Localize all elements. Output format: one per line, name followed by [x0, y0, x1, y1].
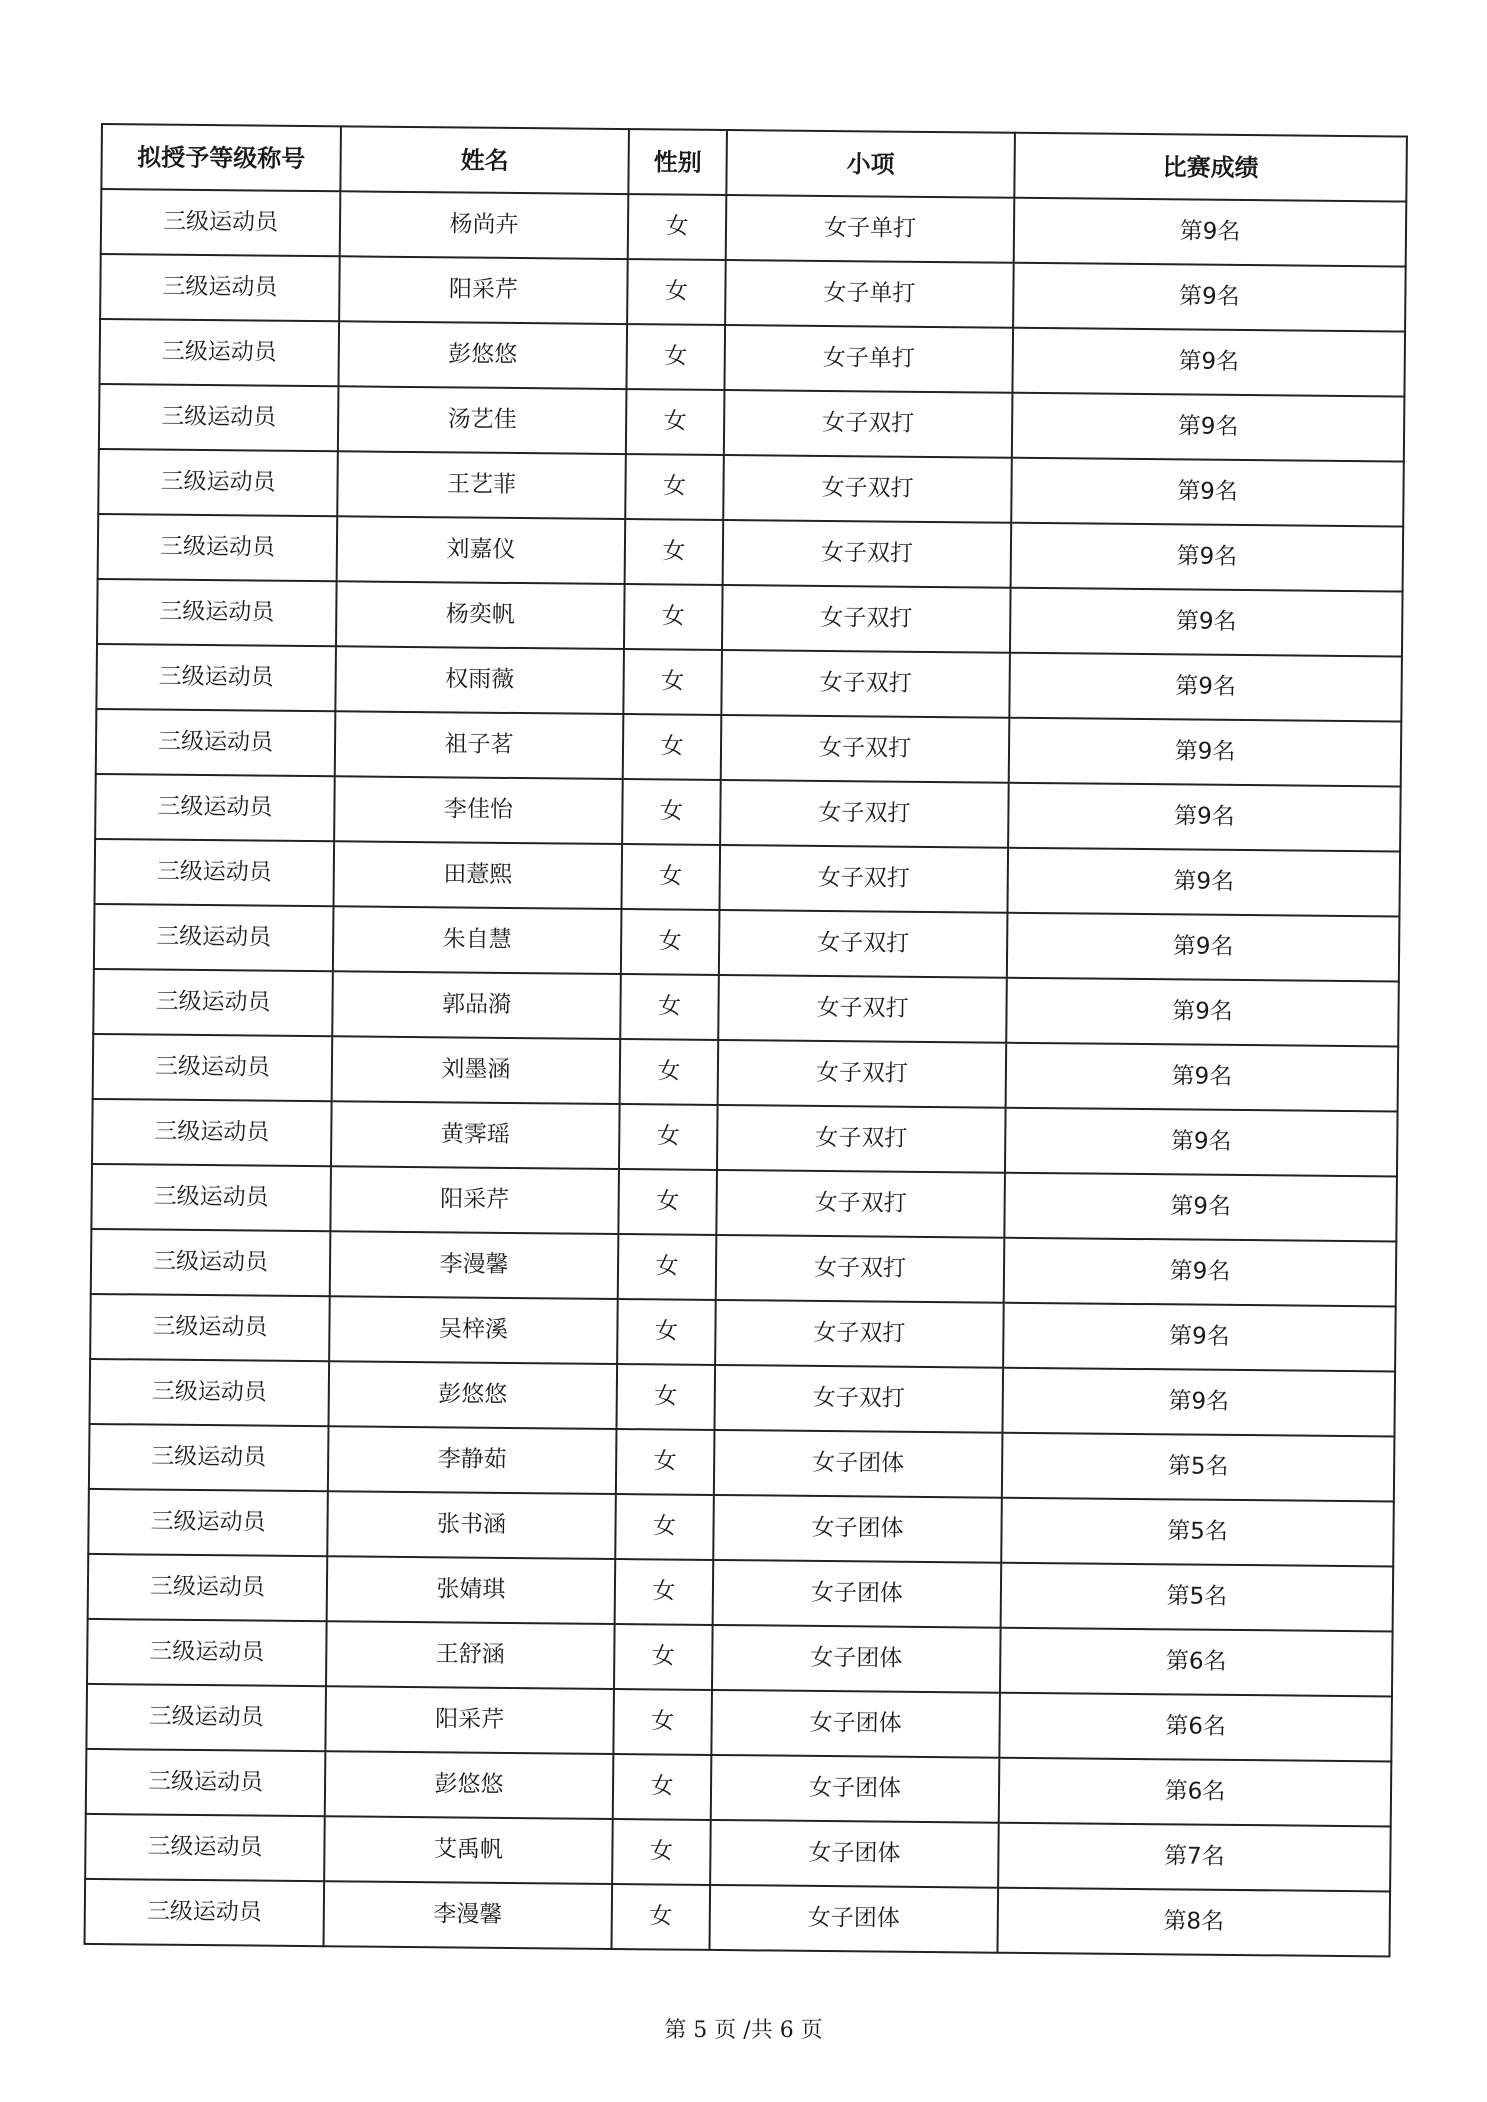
cell-name: 田薏熙	[333, 841, 622, 909]
cell-level: 三级运动员	[88, 1554, 328, 1621]
cell-gender: 女	[623, 649, 722, 715]
cell-name: 李佳怡	[334, 776, 623, 844]
cell-result: 第7名	[998, 1823, 1391, 1892]
table-row	[85, 1879, 1391, 1957]
cell-gender: 女	[613, 1754, 712, 1820]
cell-event: 女子双打	[721, 650, 1010, 718]
cell-level: 三级运动员	[95, 774, 335, 841]
table-body	[85, 189, 1407, 1956]
cell-event: 女子双打	[721, 715, 1010, 783]
cell-event: 女子双打	[717, 1105, 1006, 1173]
cell-level: 三级运动员	[85, 1879, 325, 1946]
cell-level: 三级运动员	[101, 189, 341, 256]
cell-gender: 女	[625, 454, 724, 520]
cell-result: 第5名	[1001, 1498, 1394, 1567]
cell-result: 第9名	[1010, 588, 1403, 657]
cell-level: 三级运动员	[89, 1424, 329, 1491]
cell-result: 第6名	[999, 1758, 1392, 1827]
header-level: 拟授予等级称号	[101, 124, 341, 191]
cell-gender: 女	[621, 844, 720, 910]
cell-level: 三级运动员	[93, 969, 333, 1036]
cell-result: 第9名	[1014, 198, 1407, 267]
cell-event: 女子双打	[718, 1040, 1007, 1108]
cell-result: 第9名	[1004, 1173, 1397, 1242]
cell-result: 第9名	[1011, 523, 1404, 592]
cell-event: 女子双打	[716, 1235, 1005, 1303]
cell-gender: 女	[614, 1624, 713, 1690]
cell-gender: 女	[620, 974, 719, 1040]
cell-event: 女子双打	[719, 910, 1008, 978]
cell-event: 女子团体	[711, 1755, 1000, 1823]
cell-name: 王舒涵	[326, 1621, 615, 1689]
cell-result: 第9名	[1012, 328, 1405, 397]
cell-level: 三级运动员	[96, 709, 336, 776]
cell-level: 三级运动员	[85, 1814, 325, 1881]
cell-name: 张书涵	[327, 1491, 616, 1559]
cell-name: 艾禹帆	[324, 1816, 613, 1884]
cell-level: 三级运动员	[87, 1619, 327, 1686]
cell-level: 三级运动员	[86, 1684, 326, 1751]
cell-name: 李漫馨	[324, 1881, 613, 1949]
cell-result: 第9名	[1007, 848, 1400, 917]
cell-level: 三级运动员	[90, 1294, 330, 1361]
cell-result: 第9名	[1007, 913, 1400, 982]
cell-name: 朱自慧	[333, 906, 622, 974]
cell-name: 刘墨涵	[332, 1036, 621, 1104]
cell-result: 第9名	[1009, 653, 1402, 722]
cell-event: 女子团体	[712, 1625, 1001, 1693]
cell-level: 三级运动员	[97, 579, 337, 646]
cell-result: 第6名	[999, 1693, 1392, 1762]
cell-name: 彭悠悠	[329, 1361, 618, 1429]
cell-event: 女子双打	[719, 845, 1008, 913]
cell-gender: 女	[615, 1559, 714, 1625]
cell-gender: 女	[627, 259, 726, 325]
cell-event: 女子团体	[713, 1560, 1002, 1628]
cell-result: 第9名	[1004, 1238, 1397, 1307]
cell-level: 三级运动员	[93, 1034, 333, 1101]
cell-event: 女子双打	[724, 390, 1013, 458]
page-number: 第 5 页 /共 6 页	[664, 2018, 823, 2043]
cell-gender: 女	[623, 714, 722, 780]
cell-event: 女子双打	[715, 1300, 1004, 1368]
cell-name: 刘嘉仪	[337, 516, 626, 584]
cell-gender: 女	[612, 1819, 711, 1885]
cell-name: 李漫馨	[330, 1231, 619, 1299]
cell-result: 第9名	[1008, 783, 1401, 852]
cell-result: 第9名	[1013, 263, 1406, 332]
header-event: 小项	[726, 130, 1015, 198]
cell-gender: 女	[617, 1299, 716, 1365]
cell-level: 三级运动员	[100, 254, 340, 321]
cell-event: 女子双打	[723, 455, 1012, 523]
cell-gender: 女	[619, 1104, 718, 1170]
cell-result: 第9名	[1006, 978, 1399, 1047]
cell-result: 第9名	[1005, 1108, 1398, 1177]
cell-gender: 女	[613, 1689, 712, 1755]
cell-result: 第9名	[1011, 458, 1404, 527]
cell-name: 汤艺佳	[338, 386, 627, 454]
athlete-roster-table	[84, 123, 1408, 1957]
cell-event: 女子团体	[714, 1430, 1003, 1498]
cell-gender: 女	[624, 584, 723, 650]
cell-result: 第9名	[1002, 1368, 1395, 1437]
cell-name: 黄霁瑶	[331, 1101, 620, 1169]
cell-event: 女子双打	[714, 1365, 1003, 1433]
cell-event: 女子团体	[713, 1495, 1002, 1563]
cell-result: 第5名	[1002, 1433, 1395, 1502]
cell-event: 女子双打	[723, 520, 1012, 588]
cell-level: 三级运动员	[88, 1489, 328, 1556]
cell-result: 第5名	[1001, 1563, 1394, 1632]
cell-name: 阳采芹	[325, 1686, 614, 1754]
cell-level: 三级运动员	[95, 839, 335, 906]
cell-event: 女子单打	[725, 260, 1014, 328]
cell-gender: 女	[625, 519, 724, 585]
cell-result: 第9名	[1009, 718, 1402, 787]
cell-gender: 女	[628, 194, 727, 260]
cell-name: 阳采芹	[339, 256, 628, 324]
header-name: 姓名	[340, 126, 629, 194]
cell-gender: 女	[622, 779, 721, 845]
cell-gender: 女	[611, 1884, 710, 1950]
cell-level: 三级运动员	[90, 1359, 330, 1426]
cell-gender: 女	[618, 1169, 717, 1235]
cell-result: 第6名	[1000, 1628, 1393, 1697]
cell-gender: 女	[621, 909, 720, 975]
cell-event: 女子双打	[716, 1170, 1005, 1238]
cell-event: 女子单打	[724, 325, 1013, 393]
cell-name: 杨奕帆	[336, 581, 625, 649]
cell-gender: 女	[620, 1039, 719, 1105]
cell-result: 第9名	[1006, 1043, 1399, 1112]
cell-gender: 女	[616, 1429, 715, 1495]
cell-event: 女子团体	[710, 1820, 999, 1888]
cell-name: 王艺菲	[337, 451, 626, 519]
cell-level: 三级运动员	[96, 644, 336, 711]
cell-result: 第9名	[1003, 1303, 1396, 1372]
cell-name: 彭悠悠	[338, 321, 627, 389]
cell-gender: 女	[626, 389, 725, 455]
cell-name: 郭品漪	[332, 971, 621, 1039]
cell-level: 三级运动员	[98, 514, 338, 581]
cell-level: 三级运动员	[99, 384, 339, 451]
cell-event: 女子双打	[722, 585, 1011, 653]
cell-result: 第8名	[997, 1888, 1390, 1957]
cell-level: 三级运动员	[98, 449, 338, 516]
cell-name: 吴梓溪	[329, 1296, 618, 1364]
cell-level: 三级运动员	[99, 319, 339, 386]
cell-name: 张婧琪	[327, 1556, 616, 1624]
cell-gender: 女	[615, 1494, 714, 1560]
cell-level: 三级运动员	[86, 1749, 326, 1816]
cell-event: 女子团体	[709, 1885, 998, 1953]
cell-event: 女子团体	[711, 1690, 1000, 1758]
cell-event: 女子双打	[720, 780, 1009, 848]
cell-result: 第9名	[1012, 393, 1405, 462]
header-gender: 性别	[628, 129, 727, 195]
cell-level: 三级运动员	[91, 1229, 331, 1296]
cell-name: 杨尚卉	[340, 191, 629, 259]
cell-name: 阳采芹	[330, 1166, 619, 1234]
cell-level: 三级运动员	[91, 1164, 331, 1231]
cell-gender: 女	[618, 1234, 717, 1300]
cell-level: 三级运动员	[94, 904, 334, 971]
cell-name: 权雨薇	[335, 646, 624, 714]
header-result: 比赛成绩	[1014, 133, 1407, 202]
cell-gender: 女	[626, 324, 725, 390]
cell-gender: 女	[616, 1364, 715, 1430]
cell-name: 彭悠悠	[325, 1751, 614, 1819]
cell-level: 三级运动员	[92, 1099, 332, 1166]
cell-name: 祖子茗	[335, 711, 624, 779]
cell-event: 女子单打	[726, 195, 1015, 263]
cell-event: 女子双打	[718, 975, 1007, 1043]
cell-name: 李静茹	[328, 1426, 617, 1494]
